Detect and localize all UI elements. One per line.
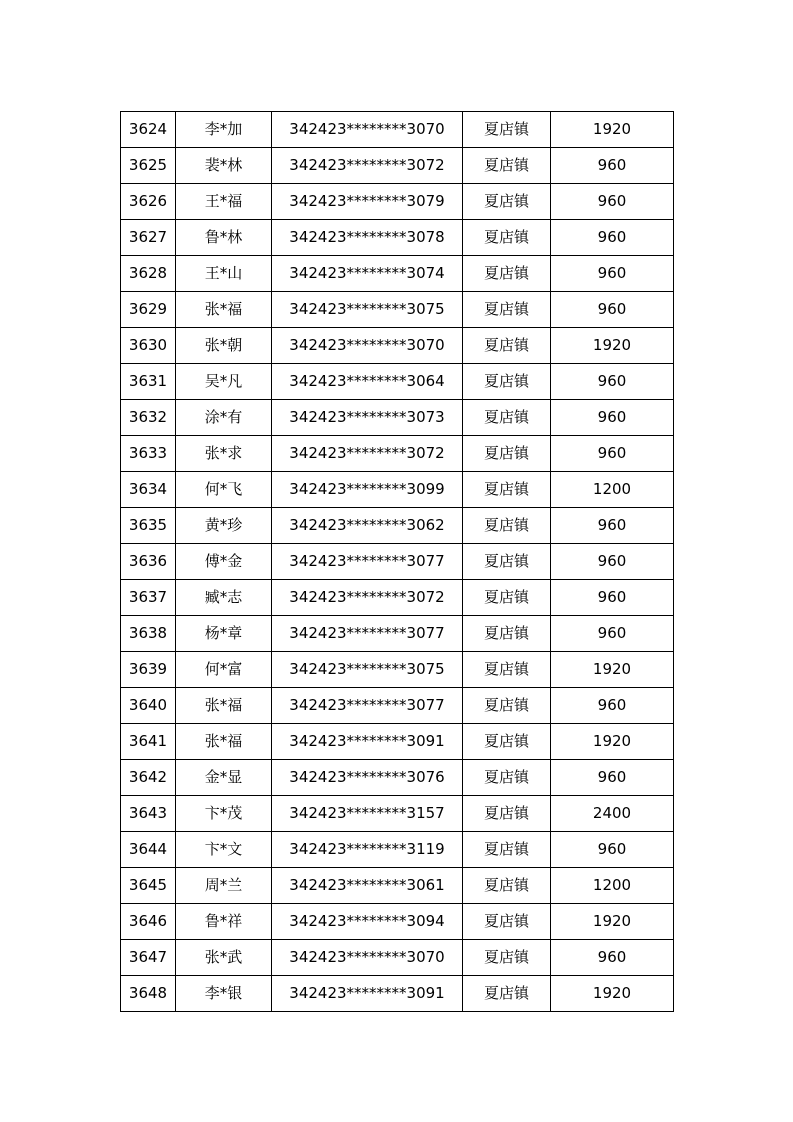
town-cell: 夏店镇 [463,832,551,868]
name-cell: 周*兰 [176,868,272,904]
town-cell: 夏店镇 [463,184,551,220]
amount-cell: 960 [551,400,674,436]
amount-cell: 960 [551,292,674,328]
name-cell: 涂*有 [176,400,272,436]
row-number-cell: 3641 [121,724,176,760]
id-number-cell: 342423********3157 [272,796,463,832]
amount-cell: 1920 [551,328,674,364]
amount-cell: 960 [551,508,674,544]
row-number-cell: 3630 [121,328,176,364]
id-number-cell: 342423********3075 [272,652,463,688]
row-number-cell: 3640 [121,688,176,724]
town-cell: 夏店镇 [463,940,551,976]
amount-cell: 1200 [551,472,674,508]
town-cell: 夏店镇 [463,976,551,1012]
town-cell: 夏店镇 [463,652,551,688]
name-cell: 张*福 [176,724,272,760]
name-cell: 黄*珍 [176,508,272,544]
name-cell: 王*福 [176,184,272,220]
name-cell: 张*武 [176,940,272,976]
name-cell: 杨*章 [176,616,272,652]
row-number-cell: 3645 [121,868,176,904]
row-number-cell: 3644 [121,832,176,868]
town-cell: 夏店镇 [463,292,551,328]
id-number-cell: 342423********3077 [272,544,463,580]
id-number-cell: 342423********3072 [272,436,463,472]
table-row [121,220,674,256]
table-row [121,364,674,400]
town-cell: 夏店镇 [463,148,551,184]
town-cell: 夏店镇 [463,724,551,760]
amount-cell: 960 [551,364,674,400]
town-cell: 夏店镇 [463,256,551,292]
id-number-cell: 342423********3072 [272,148,463,184]
name-cell: 张*福 [176,292,272,328]
id-number-cell: 342423********3075 [272,292,463,328]
town-cell: 夏店镇 [463,688,551,724]
amount-cell: 960 [551,256,674,292]
amount-cell: 1920 [551,112,674,148]
table-row [121,112,674,148]
row-number-cell: 3624 [121,112,176,148]
id-number-cell: 342423********3099 [272,472,463,508]
name-cell: 何*飞 [176,472,272,508]
amount-cell: 960 [551,688,674,724]
table-body [121,112,674,1012]
table-row [121,544,674,580]
table-row [121,832,674,868]
table-row [121,796,674,832]
id-number-cell: 342423********3062 [272,508,463,544]
table-row [121,148,674,184]
id-number-cell: 342423********3061 [272,868,463,904]
id-number-cell: 342423********3091 [272,976,463,1012]
amount-cell: 960 [551,436,674,472]
id-number-cell: 342423********3119 [272,832,463,868]
amount-cell: 960 [551,832,674,868]
amount-cell: 960 [551,760,674,796]
amount-cell: 960 [551,940,674,976]
table-row [121,256,674,292]
town-cell: 夏店镇 [463,436,551,472]
table-row [121,292,674,328]
id-number-cell: 342423********3072 [272,580,463,616]
amount-cell: 1920 [551,652,674,688]
table-row [121,940,674,976]
name-cell: 吴*凡 [176,364,272,400]
row-number-cell: 3642 [121,760,176,796]
town-cell: 夏店镇 [463,328,551,364]
id-number-cell: 342423********3073 [272,400,463,436]
id-number-cell: 342423********3094 [272,904,463,940]
id-number-cell: 342423********3070 [272,940,463,976]
table-row [121,580,674,616]
name-cell: 张*求 [176,436,272,472]
town-cell: 夏店镇 [463,364,551,400]
town-cell: 夏店镇 [463,472,551,508]
row-number-cell: 3638 [121,616,176,652]
row-number-cell: 3639 [121,652,176,688]
amount-cell: 2400 [551,796,674,832]
name-cell: 金*显 [176,760,272,796]
town-cell: 夏店镇 [463,616,551,652]
town-cell: 夏店镇 [463,904,551,940]
name-cell: 张*朝 [176,328,272,364]
id-number-cell: 342423********3078 [272,220,463,256]
row-number-cell: 3647 [121,940,176,976]
row-number-cell: 3637 [121,580,176,616]
amount-cell: 960 [551,580,674,616]
id-number-cell: 342423********3079 [272,184,463,220]
table-row [121,400,674,436]
id-number-cell: 342423********3064 [272,364,463,400]
town-cell: 夏店镇 [463,220,551,256]
town-cell: 夏店镇 [463,796,551,832]
row-number-cell: 3627 [121,220,176,256]
town-cell: 夏店镇 [463,868,551,904]
id-number-cell: 342423********3077 [272,688,463,724]
id-number-cell: 342423********3091 [272,724,463,760]
town-cell: 夏店镇 [463,400,551,436]
table-row [121,976,674,1012]
amount-cell: 960 [551,616,674,652]
table-row [121,184,674,220]
amount-cell: 1920 [551,724,674,760]
amount-cell: 960 [551,184,674,220]
table-row [121,328,674,364]
table-row [121,868,674,904]
row-number-cell: 3626 [121,184,176,220]
row-number-cell: 3632 [121,400,176,436]
row-number-cell: 3648 [121,976,176,1012]
town-cell: 夏店镇 [463,112,551,148]
name-cell: 王*山 [176,256,272,292]
name-cell: 臧*志 [176,580,272,616]
id-number-cell: 342423********3074 [272,256,463,292]
table-row [121,760,674,796]
row-number-cell: 3643 [121,796,176,832]
id-number-cell: 342423********3070 [272,112,463,148]
id-number-cell: 342423********3070 [272,328,463,364]
name-cell: 何*富 [176,652,272,688]
row-number-cell: 3635 [121,508,176,544]
town-cell: 夏店镇 [463,508,551,544]
amount-cell: 960 [551,148,674,184]
name-cell: 李*加 [176,112,272,148]
amount-cell: 1200 [551,868,674,904]
row-number-cell: 3625 [121,148,176,184]
town-cell: 夏店镇 [463,544,551,580]
town-cell: 夏店镇 [463,580,551,616]
name-cell: 鲁*林 [176,220,272,256]
town-cell: 夏店镇 [463,760,551,796]
amount-cell: 1920 [551,976,674,1012]
table-row [121,724,674,760]
name-cell: 卞*茂 [176,796,272,832]
name-cell: 傅*金 [176,544,272,580]
table-row [121,652,674,688]
row-number-cell: 3646 [121,904,176,940]
row-number-cell: 3636 [121,544,176,580]
row-number-cell: 3634 [121,472,176,508]
subsidy-table [120,111,674,1012]
row-number-cell: 3629 [121,292,176,328]
table-row [121,436,674,472]
table-row [121,688,674,724]
table-row [121,904,674,940]
row-number-cell: 3628 [121,256,176,292]
table-row [121,616,674,652]
row-number-cell: 3633 [121,436,176,472]
name-cell: 裴*林 [176,148,272,184]
name-cell: 李*银 [176,976,272,1012]
name-cell: 鲁*祥 [176,904,272,940]
table-row [121,472,674,508]
id-number-cell: 342423********3077 [272,616,463,652]
amount-cell: 960 [551,544,674,580]
amount-cell: 960 [551,220,674,256]
id-number-cell: 342423********3076 [272,760,463,796]
row-number-cell: 3631 [121,364,176,400]
amount-cell: 1920 [551,904,674,940]
name-cell: 张*福 [176,688,272,724]
name-cell: 卞*文 [176,832,272,868]
table-row [121,508,674,544]
